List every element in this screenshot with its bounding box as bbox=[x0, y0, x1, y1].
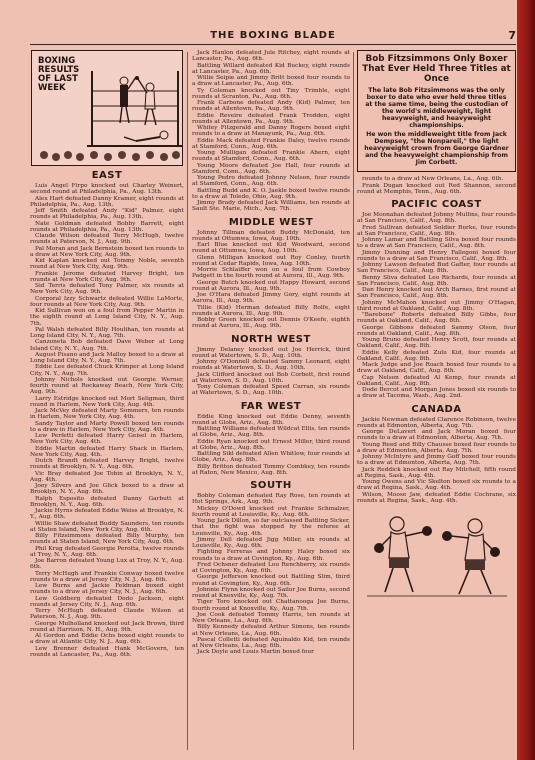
result-entry: Jack Reddick knocked out Ray Mitchell, fifth round at Regina, Sask., Aug. 4th. bbox=[357, 466, 516, 479]
result-entry: Jackie Newman defeated Clarence Robinson, twelve rounds at Edmonton, Alberta, Aug. 7th. bbox=[357, 416, 516, 429]
column-rule bbox=[187, 52, 188, 750]
result-entry: Joe O'Hara defeated Jimmy Gory, eight rounds at Aurora, Ill., Aug. 9th. bbox=[192, 292, 350, 305]
result-entry: George DeLavert and Jack Moran boxed four rounds to a draw at Edmonton, Alberta, Aug. 7th. bbox=[357, 429, 516, 442]
section-heading-pacific-coast: PACIFIC COAST bbox=[391, 199, 482, 211]
result-entry: Corporal Izzy Schwartz defeated Willie LaMorte, four rounds at New York City, Aug. 9th. bbox=[30, 295, 184, 308]
result-entry: George Mulholland knocked out Jack Brown, third round at Harrison, N. H., Aug. 9th. bbox=[30, 620, 184, 633]
result-entry: Frankie Jerome defeated Harvey Bright, ten rounds at New York City, Aug. 9th. bbox=[30, 270, 184, 283]
binding-spine bbox=[517, 0, 535, 760]
result-entry: Billy Britton defeated Tommy Combkey, ten rounds at Raton, New Mexico, Aug. 8th. bbox=[192, 463, 350, 476]
result-entry: Earl Blue knocked out Kid Woodward, second round at Ottumwa, Iowa, Aug. 10th. bbox=[192, 242, 350, 255]
result-entry: Dan Henry knocked out Arch Barnes, first round at San Francisco, Calif., Aug. 8th. bbox=[357, 287, 516, 300]
result-entry: Luis Angel Firpo knocked out Charley Weinert, second round at Philadelphia, Pa., Aug. 13th. bbox=[30, 183, 184, 196]
section-heading-middle-west: MIDDLE WEST bbox=[228, 216, 314, 228]
result-entry: Ty Coleman knocked out Tiny Trimble, eight rounds at Scranton, Pa., Aug. 6th. bbox=[192, 87, 350, 100]
result-entry: Mack Judge and Joe Roach boxed four rounds to a draw at Oakland, Calif., Aug. 8th. bbox=[357, 362, 516, 375]
result-entry: Johnny Tillman defeated Buddy McDonald, ten rounds at Ottumwa, Iowa, Aug. 10th. bbox=[192, 229, 350, 242]
result-entry: Young Reed and Billy Chausse boxed four rounds to a draw at Edmonton, Alberta, Aug. 7th. bbox=[357, 441, 516, 454]
result-entry: Johnny McIntyre and Jimmy Goff boxed four rounds to a draw at Edmonton, Alberta, Aug. 7th. bbox=[357, 454, 516, 467]
result-entry: Battling Sikl defeated Allen Whitlow, four rounds at Globe, Ariz., Aug. 8th. bbox=[192, 451, 350, 464]
result-entry: Johnny McMahon knocked out Jimmy O'Hagan, third round at Oakland, Calif., Aug. 8th. bbox=[357, 299, 516, 312]
result-entry: Frank Carbone defeated Andy (Kid) Palmer, ten rounds at Allentown, Pa., Aug. 9th. bbox=[192, 100, 350, 113]
result-entry: Johnny O'Donnell defeated Sammy Leonard, eight rounds at Watertown, S. D., Aug. 10th. bbox=[192, 359, 350, 372]
results-cartoon bbox=[31, 50, 183, 166]
far-west-results bbox=[192, 414, 350, 477]
east-results bbox=[30, 183, 184, 658]
result-entry: rounds to a draw at New Orleans, La., Aug. 6th. bbox=[362, 176, 504, 183]
cartoon-title: BOXING RESULTS OF LAST WEEK bbox=[38, 56, 80, 93]
result-entry: Dode Bercot and Morgan Jones boxed six rounds to a draw at Tacoma, Wash., Aug. 2nd. bbox=[357, 387, 516, 400]
result-entry: Cap Nelson defeated Al Kemp, four rounds at Oakland, Calif., Aug. 8th. bbox=[357, 374, 516, 387]
result-entry: Benny Sliva defeated Leo Richards, four rounds at San Francisco, Calif., Aug. 8th. bbox=[357, 274, 516, 287]
result-entry: Eddie Reveire defeated Frank Trodden, eight rounds at Allentown, Pa., Aug. 9th. bbox=[192, 112, 350, 125]
result-entry: Whitey Fitzgerald and Danny Rogers boxed eight rounds to a draw at Manayunk, Pa., Aug. 6th. bbox=[192, 125, 350, 138]
result-entry: Jimmy Dunning and Henry Fallegoni boxed four rounds to a draw at San Francisco, Calif., Aug. 8th. bbox=[357, 249, 516, 262]
fitzsimmons-feature-box bbox=[357, 50, 516, 172]
result-entry: Young Moore defeated Joe Hall, four rounds at Stamford, Conn., Aug. 6th. bbox=[192, 162, 350, 175]
result-entry: Ralph Esposito defeated Danny Garbutt at Brooklyn, N. Y., Aug. 6th. bbox=[30, 495, 184, 508]
result-entry: Larry Estridge knocked out Mort Seligman, third round in Harlem, New York City, Aug. 4th. bbox=[30, 395, 184, 408]
result-entry: Willie Seipie and Jimmy Britt boxed four rounds to a draw at Lancaster, Pa., Aug. 6th. bbox=[192, 75, 350, 88]
result-entry: Battling Budd and K. O. Jaekle boxed twelve rounds to a draw at Toledo, Ohio, Aug. 9th. bbox=[192, 187, 350, 200]
result-entry: Canzoneta Bob defeated Dave Weber at Long Island City, N. Y., Aug. 7th. bbox=[30, 339, 184, 352]
result-entry: Frank Dugan knocked out Red Shannon, second round at Memphis, Tenn., Aug. 6th. bbox=[357, 182, 516, 195]
result-entry: Joey Silvers and Joe Glick boxed to a draw at Brooklyn, N. Y., Aug. 6th. bbox=[30, 483, 184, 496]
result-entry: Kid Sullivan won on a foul from Pepper Martin in the eighth round at Long Island City, N. Y., Aug. 7th. bbox=[30, 308, 184, 327]
result-entry: Lew Burns and Jackie Feldman boxed eight rounds to a draw at Jersey City, N. J., Aug. 6th. bbox=[30, 583, 184, 596]
section-heading-east: EAST bbox=[91, 170, 123, 181]
result-entry: George Gibbons defeated Sammy Olson, four rounds at Oakland, Calif., Aug. 8th. bbox=[357, 324, 516, 337]
result-entry: Lew Brenner defeated Hank McGovern, ten rounds at Lancaster, Pa., Aug. 6th. bbox=[30, 645, 184, 658]
result-entry: Nate Goldman defeated Bobby Barrett, eight rounds at Philadelphia, Pa., Aug. 13th. bbox=[30, 220, 184, 233]
result-entry: Wilson, Moose Jaw, defeated Eddie Cochrane, six rounds at Regina, Sask., Aug. 4th. bbox=[357, 491, 516, 504]
result-entry: Johnny Lawson defeated Bud Gafter, four rounds at San Francisco, Calif., Aug. 8th. bbox=[357, 262, 516, 275]
result-entry: Sid Terris defeated Tony Palmer, six rounds at New York City, Aug. 9th. bbox=[30, 283, 184, 296]
magazine-title: THE BOXING BLADE bbox=[210, 30, 336, 41]
section-heading-far-west: FAR WEST bbox=[240, 400, 302, 412]
result-entry: Terry McHugh and Frankie Conway boxed twelve rounds to a draw at Jersey City, N. J., Aug. 6th. bbox=[30, 570, 184, 583]
result-entry: Joe Cook defeated Tommy Harris, ten rounds at New Orleans, La., Aug. 6th. bbox=[192, 611, 350, 624]
section-heading-south: SOUTH bbox=[250, 480, 292, 491]
result-entry: Billy Kennedy defeated Arthur Simons, ten rounds at New Orleans, La., Aug. 6th. bbox=[192, 624, 350, 637]
result-entry: Dutch Brandt defeated Harvey Bright, twelve rounds at Brooklyn, N. Y., Aug. 6th. bbox=[30, 458, 184, 471]
result-entry: Johnny Nichols knocked out Georgie Werner, fourth round at Rockaway Beach, New York City, Aug. 9th. bbox=[30, 376, 184, 396]
result-entry: "Barebone" Roberts defeated Billy Gibbs, four rounds at Oakland, Calif., Aug. 8th. bbox=[357, 312, 516, 325]
result-entry: Young Pedro defeated Johnny Nelson, four rounds at Stamford, Conn., Aug. 6th. bbox=[192, 175, 350, 188]
result-entry: Eddie Kelly defeated Zulu Kid, four rounds at Oakland, Calif., Aug. 8th. bbox=[357, 349, 516, 362]
south-results bbox=[192, 493, 350, 656]
result-entry: Tillie (Kid) Herman defeated Billy Rolfe, eight rounds at Aurora, Ill., Aug. 9th. bbox=[192, 304, 350, 317]
result-entry: Jack Hanlon defeated Jule Ritchey, eight rounds at Lancaster, Pa., Aug. 6th. bbox=[192, 50, 350, 63]
result-entry: Young Bruno defeated Henry Scott, four rounds at Oakland, Calif., Aug. 8th. bbox=[357, 337, 516, 350]
result-entry: Eddie King knocked out Eddie Denny, seventh round at Globe, Ariz., Aug. 8th. bbox=[192, 413, 350, 426]
result-entry: Alex Hart defeated Danny Kramer, eight rounds at Philadelphia, Pa., Aug. 13th. bbox=[30, 195, 184, 208]
result-entry: Tiger Toro knocked out Chattanooga Joe Burns, fourth round at Knoxville, Ky., Aug. 7th. bbox=[192, 599, 350, 612]
result-entry: George Jefferson knocked out Battling Slim, third round at Covington, Ky., Aug. 6th. bbox=[192, 574, 350, 587]
result-entry: Young Owens and Vic Skelton boxed six rounds to a draw at Regina, Sask., Aug. 4th. bbox=[357, 479, 516, 492]
result-entry: Eddie Ryan knocked out Ernest Miller, third round at Globe, Ariz., Aug. 8th. bbox=[192, 438, 350, 451]
result-entry: Fred Ochsner defeated Lou Renchberry, six rounds at Covington, Ky., Aug. 6th. bbox=[192, 561, 350, 574]
result-entry: Terry McHugh defeated Claude Wilson at Paterson, N. J., Aug. 9th. bbox=[30, 608, 184, 621]
result-entry: Johnnie Flynn knocked out Sailor Joe Burns, second round at Knoxville, Ky., Aug. 7th. bbox=[192, 586, 350, 599]
result-entry: Jimmy Delaney knocked out Joe Herrick, third round at Watertown, S. D., Aug. 10th. bbox=[192, 346, 350, 359]
result-entry: Young Mulligan defeated Frankie Ahern, eight rounds at Stamford, Conn., Aug. 6th. bbox=[192, 150, 350, 163]
result-entry: Jeff Smith defeated Andy "Kid" Palmer, eight rounds at Philadelphia, Pa., Aug. 13th. bbox=[30, 208, 184, 221]
result-entry: Jackie Hyrns defeated Eddie Weiss at Brooklyn, N. Y., Aug. 6th. bbox=[30, 508, 184, 521]
result-entry: Eddie Lee defeated Chuck Krimper at Long Island City, N. Y., Aug. 7th. bbox=[30, 364, 184, 377]
result-entry: August Pisano and Jack Malloy boxed to a draw at Long Island City, N. Y., Aug. 7th. bbox=[30, 351, 184, 364]
result-entry: Young Jack Dillon, so far outclassed Battling Sicker, that the fight was stopped by the referee at Louisville, Ky., Aug. 4th. bbox=[192, 518, 350, 537]
result-entry: George Butch knocked out Happy Howard, second round at Aurora, Ill., Aug. 9th. bbox=[192, 279, 350, 292]
north-west-results bbox=[192, 347, 350, 397]
result-entry: Willie Shaw defeated Buddy Saunders, ten rounds at Staten Island, New York City, Aug. 6th. bbox=[30, 520, 184, 533]
result-entry: Fred Sullivan defeated Soldier Burke, four rounds at San Francisco, Calif., Aug. 8th. bbox=[357, 224, 516, 237]
result-entry: Joe Barron defeated Young Lux at Troy, N. Y., Aug. 6th. bbox=[30, 558, 184, 571]
result-entry: Tony Coleman defeated Speed Curran, six rounds at Watertown, S. D., Aug. 10th. bbox=[192, 384, 350, 397]
result-entry: Vic Bray defeated Joe Tobin at Brooklyn, N. Y., Aug. 4th. bbox=[30, 470, 184, 483]
boxers-sketch-drawing bbox=[357, 506, 516, 601]
result-entry: Claude Wilson defeated Terry McHugh, twelve rounds at Paterson, N. J., Aug. 9th. bbox=[30, 233, 184, 246]
page-header bbox=[30, 30, 516, 45]
fitzsimmons-headline: Bob Fitzsimmons Only Boxer That Ever Held Three Titles at Once bbox=[362, 54, 511, 84]
result-entry: Pal Moran and Jack Bernstein boxed ten rounds to a draw at New York City, Aug. 9th. bbox=[30, 245, 184, 258]
result-entry: Johnny Lamar and Battling Silva boxed four rounds to a draw at San Francisco, Calif., Aug. 8th. bbox=[357, 237, 516, 250]
result-entry: Sandy Taylor and Marty Powell boxed ten rounds to a draw in Harlem, New York City, Aug. 4th. bbox=[30, 420, 184, 433]
result-entry: Fighting Ferreras and Johnny Haley boxed six rounds to a draw at Covington, Ky., Aug. 6th. bbox=[192, 549, 350, 562]
result-entry: Jack Clifford knocked out Bob Corbett, first round at Watertown, S. D., Aug. 10th. bbox=[192, 371, 350, 384]
result-entry: Pascal Colletti defeated Aguinaldo Kid, ten rounds at New Orleans, La., Aug. 6th. bbox=[192, 636, 350, 649]
fitzsimmons-body bbox=[362, 87, 511, 166]
result-entry: Lew Goldberg defeated Dodo Jackson, eight rounds at Jersey City, N. J., Aug. 6th. bbox=[30, 595, 184, 608]
section-heading-north-west: NORTH WEST bbox=[231, 333, 311, 345]
result-entry: Lew Perfetti defeated Harry Geisel in Harlem, New York City, Aug. 4th. bbox=[30, 433, 184, 446]
middle-west-results bbox=[192, 230, 350, 330]
result-entry: Jimmy Brady defeated Jack Williams, ten rounds at Sault Ste. Marie, Mich., Aug. 7th. bbox=[192, 200, 350, 213]
east-results-continued bbox=[192, 50, 350, 213]
result-entry: Eddie Martin defeated Harry Shack in Harlem, New York City, Aug. 4th. bbox=[30, 445, 184, 458]
result-entry: Battling Willard defeated Kid Buckey, eight rounds at Lancaster, Pa., Aug. 6th. bbox=[192, 62, 350, 75]
result-entry: Bobby Green knocked out Dennis O'Keefe, eighth round at Aurora, Ill., Aug. 9th. bbox=[192, 317, 350, 330]
result-entry: Billy Fitzsimmons defeated Billy Murphy, ten rounds at Staten Island, New York City, Aug. 6th. bbox=[30, 533, 184, 546]
result-entry: Bobby Coleman defeated Ray Rose, ten rounds at Hot Springs, Ark., Aug. 9th. bbox=[192, 493, 350, 506]
column-3 bbox=[357, 50, 516, 754]
pacific-coast-results bbox=[357, 212, 516, 400]
result-entry: Jack Doyle and Louis Martin boxed four bbox=[197, 649, 314, 656]
result-entry: Mickey O'Dowd knocked out Frankie Schmalzer, fourth round at Louisville, Ky., Aug. 6th. bbox=[192, 505, 350, 518]
result-entry: Pal Walsh defeated Billy Houlihan, ten rounds at Long Island City, N. Y., Aug. 7th. bbox=[30, 326, 184, 339]
result-entry: Kid Kaplan knocked out Tommy Noble, seventh round at New York City, Aug. 9th. bbox=[30, 258, 184, 271]
south-results-continued bbox=[357, 176, 516, 195]
result-entry: Jimmy Dell defeated Jigg Miller, six rounds at Louisville, Ky., Aug. 6th. bbox=[192, 536, 350, 549]
canada-results bbox=[357, 417, 516, 505]
result-entry: Joe Moonahan defeated Johnny Mullins, four rounds at San Francisco, Calif., Aug. 8th. bbox=[357, 212, 516, 225]
result-entry: Battling Williams defeated Wildcat Ellis, ten rounds at Globe, Ariz., Aug. 8th. bbox=[192, 426, 350, 439]
page-number: 7 bbox=[508, 29, 516, 42]
fitzsimmons-paragraph: He won the middleweight title from Jack Dempsey, "the Nonpareil," the light heavyweight crown from George Gardner and the heavyweight championship from Jim Corbett. bbox=[364, 131, 509, 167]
column-1 bbox=[30, 50, 184, 754]
result-entry: Jack McVey defeated Marty Sommers, ten rounds in Harlem, New York City, Aug. 4th. bbox=[30, 408, 184, 421]
column-rule bbox=[353, 52, 354, 750]
result-entry: Al Gordon and Eddie Ochs boxed eight rounds to a draw at Atlantic City, N. J., Aug. 6th. bbox=[30, 633, 184, 646]
column-2 bbox=[192, 50, 350, 754]
result-entry: Morrie Schlaiffer won on a foul from Cowboy Padgett in the fourth round at Aurora, Ill., Aug. 9th. bbox=[192, 267, 350, 280]
section-heading-canada: CANADA bbox=[411, 403, 462, 415]
boxers-sketch bbox=[357, 506, 516, 601]
fitzsimmons-paragraph: The late Bob Fitzsimmons was the only boxer to date who ever held three titles at the same time, being the custodian of the world's middleweight, light heavyweight, and heavyweight championships. bbox=[365, 87, 508, 130]
result-entry: Phil Krug defeated Georgie Perotta, twelve rounds at Troy, N. Y., Aug. 6th. bbox=[30, 545, 184, 558]
result-entry: Glenn Milligan knocked out Roy Conley, fourth round at Cedar Rapids, Iowa, Aug. 10th. bbox=[192, 254, 350, 267]
result-entry: Eddie Mack defeated Frankie Daley, twelve rounds at Stamford, Conn., Aug. 6th. bbox=[192, 137, 350, 150]
